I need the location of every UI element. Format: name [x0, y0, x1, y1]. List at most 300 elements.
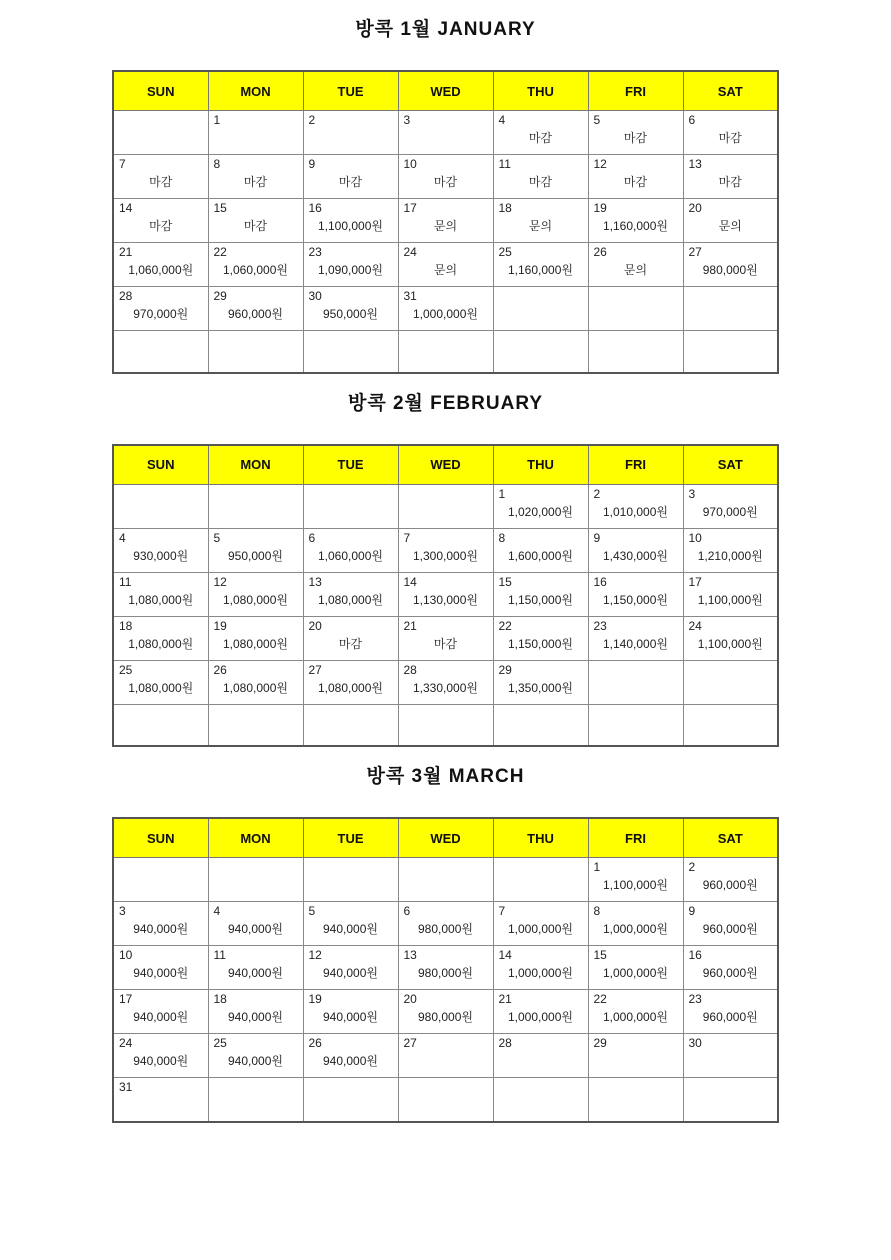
weekday-header-wed: WED	[398, 445, 493, 485]
week-row	[113, 858, 778, 902]
day-value: 1,600,000원	[508, 548, 573, 563]
day-cell	[683, 902, 778, 946]
weekday-header-sat: SAT	[683, 445, 778, 485]
day-number: 14	[119, 201, 133, 215]
day-cell	[493, 704, 588, 746]
day-value: 마감	[528, 131, 553, 145]
day-number: 26	[308, 1036, 322, 1050]
day-number: 22	[213, 245, 227, 259]
day-number: 10	[403, 157, 417, 171]
day-number: 6	[308, 530, 316, 545]
day-cell	[588, 199, 683, 243]
day-value: 1,140,000원	[603, 636, 668, 651]
day-value: 930,000원	[133, 548, 189, 563]
day-cell	[493, 946, 588, 990]
day-number: 24	[119, 1036, 133, 1050]
day-value: 1,350,000원	[508, 680, 573, 695]
day-number: 11	[119, 574, 132, 589]
day-cell	[398, 616, 493, 660]
day-value: 마감	[528, 175, 553, 189]
day-value: 1,150,000원	[603, 592, 668, 607]
day-value: 마감	[338, 636, 363, 651]
day-number: 25	[498, 245, 512, 259]
day-cell	[493, 243, 588, 287]
day-value: 980,000원	[418, 966, 473, 980]
day-number: 19	[593, 201, 607, 215]
week-row	[113, 287, 778, 331]
day-number: 12	[308, 948, 322, 962]
day-cell	[208, 287, 303, 331]
weekday-header-row	[113, 71, 778, 111]
calendar-table-march	[112, 817, 779, 1123]
day-number: 31	[403, 289, 417, 303]
day-cell	[588, 111, 683, 155]
day-value: 1,080,000원	[128, 592, 194, 607]
weekday-header-fri: FRI	[588, 445, 683, 485]
day-cell	[303, 660, 398, 704]
day-cell	[588, 946, 683, 990]
day-number: 27	[403, 1036, 417, 1050]
day-cell	[683, 660, 778, 704]
day-number: 23	[688, 992, 702, 1006]
weekday-header-sun: SUN	[113, 71, 208, 111]
day-cell	[398, 572, 493, 616]
day-cell	[493, 111, 588, 155]
day-cell	[113, 990, 208, 1034]
day-value: 문의	[433, 219, 458, 233]
day-value: 1,000,000원	[603, 922, 668, 936]
day-number: 9	[688, 904, 696, 918]
weekday-header-wed: WED	[398, 71, 493, 111]
day-cell	[303, 902, 398, 946]
day-cell	[493, 616, 588, 660]
weekday-header-row	[113, 818, 778, 858]
day-value: 1,100,000원	[697, 592, 763, 607]
day-number: 4	[213, 904, 221, 918]
day-cell	[588, 704, 683, 746]
day-cell	[208, 331, 303, 373]
day-cell	[113, 155, 208, 199]
day-value: 950,000원	[228, 548, 283, 563]
weekday-header-fri: FRI	[588, 71, 683, 111]
day-value: 1,000,000원	[603, 966, 668, 980]
day-number: 10	[688, 530, 702, 545]
day-cell	[588, 243, 683, 287]
day-cell	[398, 528, 493, 572]
day-cell	[683, 287, 778, 331]
day-value: 1,150,000원	[508, 636, 573, 651]
day-value: 마감	[433, 636, 458, 651]
month-title-march: 방콕 3월 MARCH	[366, 766, 525, 787]
day-cell	[208, 1078, 303, 1122]
day-number: 16	[308, 201, 322, 215]
day-value: 문의	[623, 263, 648, 277]
day-cell	[398, 1034, 493, 1078]
day-cell	[303, 287, 398, 331]
day-number: 10	[119, 948, 133, 962]
weekday-header-tue: TUE	[303, 71, 398, 111]
weekday-header-row	[113, 445, 778, 485]
day-cell	[113, 704, 208, 746]
day-value: 마감	[243, 175, 268, 189]
day-value: 1,000,000원	[508, 1010, 573, 1024]
day-cell	[113, 484, 208, 528]
day-cell	[208, 155, 303, 199]
day-number: 26	[593, 245, 607, 259]
day-cell	[683, 111, 778, 155]
day-number: 20	[688, 201, 702, 215]
weekday-header-mon: MON	[208, 445, 303, 485]
day-cell	[303, 1034, 398, 1078]
day-number: 7	[498, 904, 506, 918]
day-cell	[493, 990, 588, 1034]
weekday-header-wed: WED	[398, 818, 493, 858]
day-value: 940,000원	[323, 1054, 378, 1068]
day-value: 1,000,000원	[508, 966, 573, 980]
day-value: 940,000원	[323, 966, 378, 980]
day-value: 1,020,000원	[508, 504, 573, 519]
day-number: 22	[498, 618, 512, 633]
day-number: 18	[119, 618, 133, 633]
weekday-header-sun: SUN	[113, 445, 208, 485]
day-cell	[493, 528, 588, 572]
day-value: 1,080,000원	[223, 636, 288, 651]
week-row	[113, 616, 778, 660]
day-cell	[493, 858, 588, 902]
day-cell	[588, 331, 683, 373]
day-value: 980,000원	[418, 1010, 473, 1024]
day-number: 23	[593, 618, 607, 633]
day-value: 1,160,000원	[508, 263, 573, 277]
day-cell	[398, 287, 493, 331]
day-cell	[683, 990, 778, 1034]
day-number: 5	[308, 904, 316, 918]
day-cell	[588, 858, 683, 902]
day-value: 문의	[433, 263, 458, 277]
day-number: 25	[213, 1036, 227, 1050]
day-cell	[208, 660, 303, 704]
weekday-header-thu: THU	[493, 71, 588, 111]
day-cell	[683, 199, 778, 243]
day-value: 1,150,000원	[508, 592, 573, 607]
day-cell	[113, 331, 208, 373]
day-number: 13	[308, 574, 322, 589]
day-cell	[398, 704, 493, 746]
week-row	[113, 902, 778, 946]
day-value: 940,000원	[323, 922, 378, 936]
week-row	[113, 946, 778, 990]
day-number: 25	[119, 662, 133, 677]
day-value: 마감	[623, 175, 648, 189]
day-number: 23	[308, 245, 322, 259]
day-cell	[208, 528, 303, 572]
day-number: 6	[403, 904, 411, 918]
day-number: 1	[498, 486, 506, 501]
day-cell	[398, 111, 493, 155]
day-number: 24	[688, 618, 702, 633]
day-number: 17	[119, 992, 133, 1006]
day-value: 940,000원	[228, 1010, 283, 1024]
day-number: 29	[213, 289, 227, 303]
day-cell	[113, 528, 208, 572]
day-cell	[303, 484, 398, 528]
day-cell	[588, 287, 683, 331]
day-value: 940,000원	[228, 922, 283, 936]
day-cell	[113, 660, 208, 704]
day-cell	[113, 572, 208, 616]
day-number: 1	[213, 113, 221, 127]
day-value: 1,000,000원	[508, 922, 573, 936]
day-number: 13	[403, 948, 417, 962]
day-cell	[588, 990, 683, 1034]
day-value: 마감	[623, 131, 648, 145]
day-cell	[398, 199, 493, 243]
day-number: 28	[403, 662, 417, 677]
day-cell	[303, 528, 398, 572]
day-cell	[493, 902, 588, 946]
day-cell	[683, 704, 778, 746]
day-number: 9	[308, 157, 316, 171]
weekday-header-sat: SAT	[683, 71, 778, 111]
weekday-header-thu: THU	[493, 445, 588, 485]
day-number: 21	[498, 992, 512, 1006]
day-cell	[303, 946, 398, 990]
day-cell	[588, 902, 683, 946]
day-cell	[303, 199, 398, 243]
day-value: 1,090,000원	[318, 263, 383, 277]
day-value: 1,060,000원	[223, 263, 288, 277]
day-number: 14	[498, 948, 512, 962]
day-cell	[208, 990, 303, 1034]
weekday-header-mon: MON	[208, 818, 303, 858]
day-value: 문의	[718, 219, 742, 233]
day-cell	[683, 616, 778, 660]
day-cell	[303, 243, 398, 287]
day-number: 29	[498, 662, 512, 677]
day-value: 1,080,000원	[223, 592, 288, 607]
day-cell	[208, 704, 303, 746]
day-number: 8	[213, 157, 221, 171]
day-number: 7	[119, 157, 126, 171]
week-row	[113, 484, 778, 528]
day-value: 970,000원	[133, 307, 189, 321]
day-number: 30	[308, 289, 322, 303]
day-cell	[493, 199, 588, 243]
day-value: 970,000원	[702, 504, 758, 519]
day-cell	[493, 660, 588, 704]
day-cell	[208, 243, 303, 287]
day-value: 940,000원	[133, 966, 189, 980]
day-cell	[113, 902, 208, 946]
week-row	[113, 111, 778, 155]
day-value: 960,000원	[702, 1010, 758, 1024]
day-cell	[683, 331, 778, 373]
day-value: 1,160,000원	[603, 219, 668, 233]
day-number: 3	[688, 486, 696, 501]
day-cell	[588, 1034, 683, 1078]
day-value: 문의	[528, 219, 553, 233]
day-number: 12	[213, 574, 227, 589]
day-number: 21	[403, 618, 417, 633]
day-cell	[113, 1078, 208, 1122]
day-cell	[113, 616, 208, 660]
day-cell	[588, 572, 683, 616]
day-value: 1,100,000원	[697, 636, 763, 651]
day-value: 980,000원	[418, 922, 473, 936]
day-cell	[303, 990, 398, 1034]
day-cell	[588, 660, 683, 704]
day-cell	[303, 111, 398, 155]
day-number: 15	[498, 574, 512, 589]
week-row	[113, 1034, 778, 1078]
day-cell	[398, 946, 493, 990]
day-cell	[398, 902, 493, 946]
day-number: 3	[403, 113, 411, 127]
day-value: 1,080,000원	[128, 680, 194, 695]
day-number: 12	[593, 157, 607, 171]
day-number: 4	[498, 113, 506, 127]
day-cell	[683, 1034, 778, 1078]
day-cell	[493, 484, 588, 528]
day-cell	[208, 484, 303, 528]
day-number: 11	[213, 948, 226, 962]
day-value: 1,100,000원	[318, 219, 383, 233]
day-value: 1,080,000원	[318, 592, 383, 607]
day-value: 940,000원	[133, 1010, 189, 1024]
day-cell	[398, 1078, 493, 1122]
day-cell	[588, 528, 683, 572]
month-section-march	[0, 747, 891, 1123]
day-cell	[208, 902, 303, 946]
day-value: 1,060,000원	[128, 263, 194, 277]
day-cell	[398, 484, 493, 528]
day-value: 1,080,000원	[223, 680, 288, 695]
day-value: 1,100,000원	[603, 878, 668, 892]
day-cell	[113, 858, 208, 902]
day-number: 26	[213, 662, 227, 677]
day-cell	[493, 155, 588, 199]
day-cell	[113, 946, 208, 990]
day-value: 1,130,000원	[413, 592, 478, 607]
day-value: 1,300,000원	[413, 548, 478, 563]
day-value: 1,000,000원	[413, 307, 478, 321]
day-value: 940,000원	[228, 1054, 283, 1068]
day-number: 22	[593, 992, 607, 1006]
weekday-header-fri: FRI	[588, 818, 683, 858]
calendar-table-january	[112, 70, 779, 374]
day-number: 15	[593, 948, 607, 962]
day-number: 29	[593, 1036, 607, 1050]
day-value: 980,000원	[702, 263, 758, 277]
day-cell	[113, 199, 208, 243]
month-title-january: 방콕 1월 JANUARY	[355, 19, 536, 40]
day-number: 6	[688, 113, 696, 127]
day-number: 2	[688, 860, 696, 874]
day-value: 마감	[149, 175, 173, 189]
week-row	[113, 660, 778, 704]
day-number: 19	[213, 618, 227, 633]
day-cell	[398, 331, 493, 373]
day-number: 8	[593, 904, 601, 918]
day-cell	[493, 1078, 588, 1122]
day-cell	[303, 858, 398, 902]
day-number: 18	[498, 201, 512, 215]
day-value: 마감	[243, 219, 268, 233]
day-number: 5	[593, 113, 601, 127]
day-number: 1	[593, 860, 601, 874]
day-number: 5	[213, 530, 221, 545]
day-cell	[398, 243, 493, 287]
week-row	[113, 704, 778, 746]
week-row	[113, 572, 778, 616]
day-number: 27	[308, 662, 322, 677]
day-number: 17	[688, 574, 702, 589]
day-cell	[208, 199, 303, 243]
day-value: 1,210,000원	[697, 548, 763, 563]
day-number: 20	[308, 618, 322, 633]
week-row	[113, 1078, 778, 1122]
day-cell	[493, 331, 588, 373]
day-value: 1,430,000원	[603, 548, 668, 563]
day-number: 2	[308, 113, 316, 127]
day-number: 8	[498, 530, 506, 545]
day-cell	[208, 111, 303, 155]
weekday-header-thu: THU	[493, 818, 588, 858]
day-value: 960,000원	[702, 922, 758, 936]
day-cell	[493, 1034, 588, 1078]
day-number: 13	[688, 157, 702, 171]
day-number: 16	[593, 574, 607, 589]
day-cell	[208, 1034, 303, 1078]
day-cell	[113, 243, 208, 287]
day-number: 2	[593, 486, 601, 501]
day-cell	[683, 243, 778, 287]
calendar-table-february	[112, 444, 779, 748]
day-number: 20	[403, 992, 417, 1006]
day-number: 17	[403, 201, 417, 215]
day-number: 27	[688, 245, 702, 259]
day-value: 마감	[338, 175, 363, 189]
day-cell	[113, 1034, 208, 1078]
day-number: 31	[119, 1080, 133, 1094]
weekday-header-sun: SUN	[113, 818, 208, 858]
day-cell	[683, 484, 778, 528]
week-row	[113, 331, 778, 373]
day-number: 4	[119, 530, 126, 545]
day-cell	[113, 111, 208, 155]
day-value: 960,000원	[228, 307, 283, 321]
weekday-header-sat: SAT	[683, 818, 778, 858]
day-cell	[493, 287, 588, 331]
day-cell	[683, 858, 778, 902]
day-value: 1,080,000원	[128, 636, 194, 651]
day-cell	[398, 155, 493, 199]
weekday-header-tue: TUE	[303, 818, 398, 858]
day-value: 마감	[433, 175, 458, 189]
day-cell	[683, 528, 778, 572]
day-value: 마감	[718, 131, 742, 145]
day-value: 940,000원	[323, 1010, 378, 1024]
day-number: 18	[213, 992, 227, 1006]
day-cell	[208, 946, 303, 990]
day-number: 28	[119, 289, 133, 303]
day-number: 19	[308, 992, 322, 1006]
weekday-header-mon: MON	[208, 71, 303, 111]
day-cell	[303, 704, 398, 746]
week-row	[113, 243, 778, 287]
day-number: 14	[403, 574, 417, 589]
day-value: 1,000,000원	[603, 1010, 668, 1024]
